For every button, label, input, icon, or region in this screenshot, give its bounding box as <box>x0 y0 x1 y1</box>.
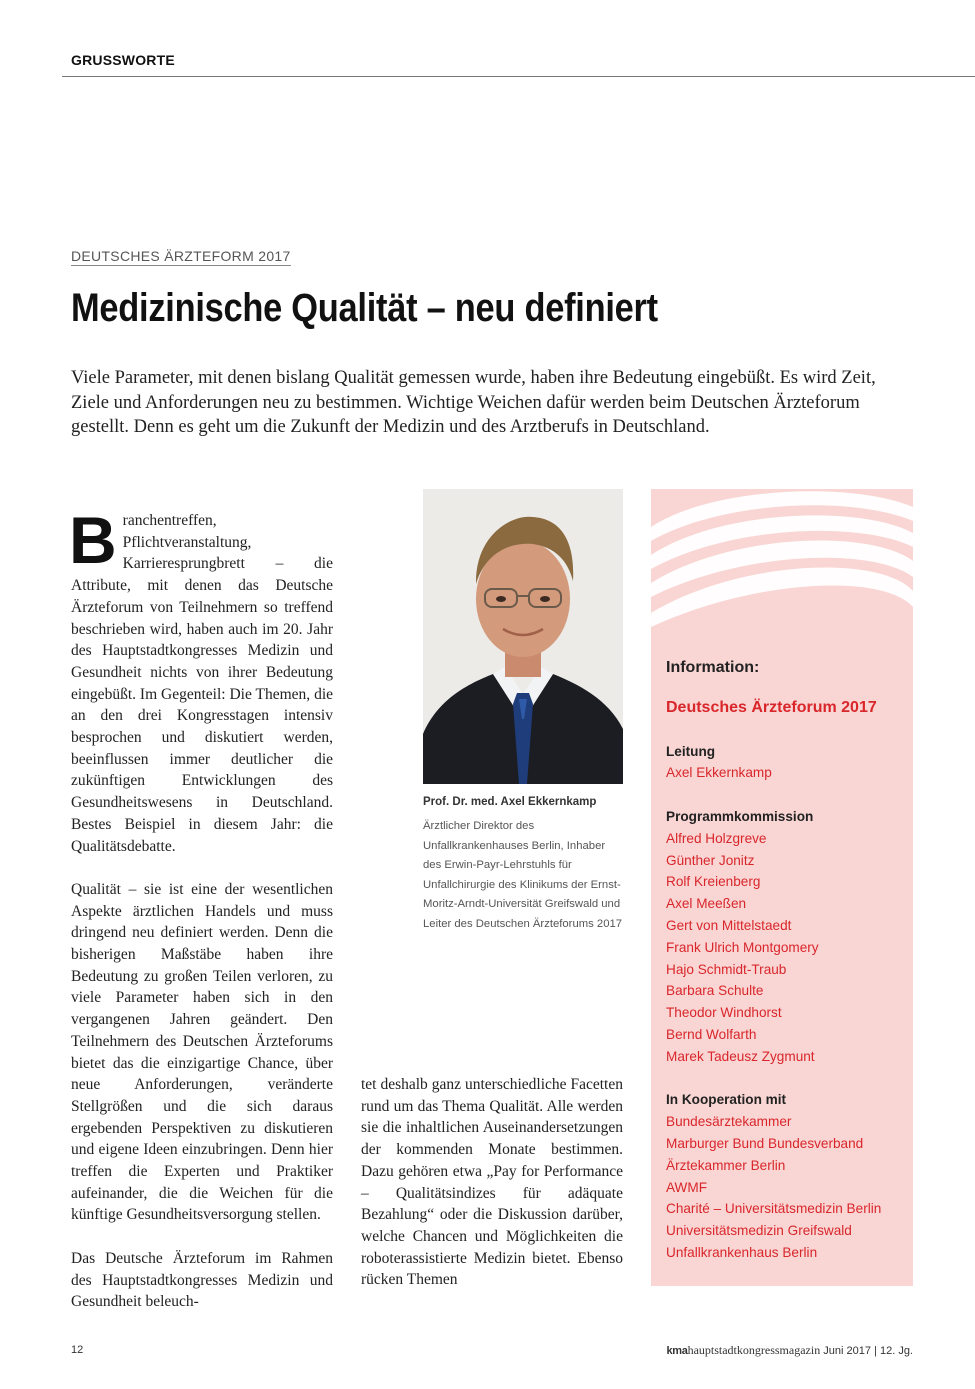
info-group-heading: Leitung <box>666 743 716 759</box>
info-group-item: Bernd Wolfarth <box>666 1026 757 1042</box>
article-column-1 <box>69 503 333 1335</box>
info-box-title: Information: <box>666 659 760 676</box>
article-kicker: DEUTSCHES ÄRZTEFORM 2017 <box>71 248 291 264</box>
footer-separator: | <box>874 1345 877 1357</box>
info-group-item: Alfred Holzgreve <box>666 830 767 846</box>
footer-brand-name: hauptstadtkongressmagazin <box>687 1343 821 1357</box>
paragraph-4: tet deshalb ganz unterschiedliche Facetten rund um das Thema Qualität. Alle werden sie die inhaltlichen Auseinandersetzungen der kommenden Monate bestimmen. Dazu gehören etwa „Pay for Performance – Qualitätsindizes für adäquate Bezahlung“ oder die Diskussion darüber, welche Chancen und Möglichkeiten die roboterassistierte Medizin bietet. Ebenso rücken Themen <box>361 1076 623 1289</box>
paragraph-1 <box>69 503 333 857</box>
info-group-item: Rolf Kreienberg <box>666 874 761 890</box>
photo-caption-text: Ärztlicher Direktor des Unfallkrankenhauses Berlin, Inhaber des Erwin-Payr-Lehrstuhls für Unfallchirurgie des Klinikums der Ernst-Moritz-Arndt-Universität Greifswald und Leiter des Deutschen Ärzteforums 2017 <box>423 820 623 930</box>
info-group-item: Barbara Schulte <box>666 983 764 999</box>
article-lead: Viele Parameter, mit denen bislang Qualität gemessen wurde, haben ihre Bedeutung eingebüßt. Es wird Zeit, Ziele und Anforderungen neu zu bestimmen. Wichtige Weichen dafür werden beim Deutschen Ärzteforum gestellt. Denn es geht um die Zukunft der Medizin und des Arztberufs in Deutschland. <box>71 368 876 437</box>
section-label: GRUSSWORTE <box>71 52 175 68</box>
drop-cap: B <box>69 503 117 577</box>
paragraph-1-text: ranchentreffen, Pflichtveranstaltung, Karrieresprungbrett – die Attribute, mit denen das Deutsche Ärzteforum von Teilnehmern so treffend beschrieben wird, haben auch im 20. Jahr des Hauptstadtkongresses Medizin und Gesundheit nichts von ihrer Bedeutung eingebüßt. Im Gegenteil: Die Themen, die an den drei Kongresstagen intensiv besprochen und diskutiert werden, beeinflussen immer deutlicher die zukünftigen Entwicklungen des Gesundheitswesens in Deutschland. Bestes Beispiel in diesem Jahr: die Qualitätsdebatte. <box>71 512 333 855</box>
info-group-item: Ärztekammer Berlin <box>666 1157 786 1173</box>
info-group-item: Gert von Mittelstaedt <box>666 917 792 933</box>
page-number: 12 <box>71 1344 84 1356</box>
info-box <box>651 489 913 1286</box>
info-group-item: Universitätsmedizin Greifswald <box>666 1223 852 1239</box>
info-group-item: Marburger Bund Bundesverband <box>666 1135 864 1151</box>
header-rule <box>62 76 975 77</box>
info-group <box>666 806 906 1068</box>
info-group-item: AWMF <box>666 1179 708 1195</box>
info-box-groups <box>666 741 906 1264</box>
info-box-content <box>666 657 906 1286</box>
info-group <box>666 1089 906 1263</box>
article-headline: Medizinische Qualität – neu definiert <box>71 286 658 330</box>
info-group-item: Unfallkrankenhaus Berlin <box>666 1244 818 1260</box>
portrait-photo <box>423 489 623 784</box>
info-group-item: Günther Jonitz <box>666 852 755 868</box>
paragraph-3: Das Deutsche Ärzteforum im Rahmen des Hauptstadtkongresses Medizin und Gesundheit beleuch- <box>71 1249 333 1311</box>
info-group-item: Marek Tadeusz Zygmunt <box>666 1048 815 1064</box>
info-box-arc-graphic <box>651 489 913 639</box>
info-group-item: Axel Meeßen <box>666 896 747 912</box>
info-group-item: Hajo Schmidt-Traub <box>666 961 787 977</box>
info-group <box>666 741 906 785</box>
paragraph-2: Qualität – sie ist eine der wesentlichen Aspekte ärztlichen Handels und muss dringend neu definiert werden. Denn die bisherigen Maßstäbe haben ihre Bedeutung zu großen Teilen verloren, zu viele Parameter haben sich in den vergangenen Jahren geändert. Den Teilnehmern des Deutschen Ärzteforums bietet das die einzigartige Chance, über neue Anforderungen, veränderte Stellgrößen und die sich daraus ergebenden Perspektiven zu diskutieren und eigene Ideen einzubringen. Denn hier treffen die Experten und Praktiker aufeinander, die die Weichen für die künftige Gesundheitsversorgung stellen. <box>71 880 333 1224</box>
article-column-2 <box>361 1074 623 1313</box>
portrait-illustration <box>423 489 623 784</box>
info-group-heading: Programmkommission <box>666 808 814 824</box>
footer-publication <box>666 1343 913 1358</box>
info-group-item: Theodor Windhorst <box>666 1005 782 1021</box>
footer-volume: 12. Jg. <box>879 1345 913 1357</box>
info-group-item: Axel Ekkernkamp <box>666 765 772 781</box>
info-box-subtitle: Deutsches Ärzteforum 2017 <box>666 698 877 716</box>
info-group-heading: In Kooperation mit <box>666 1092 787 1108</box>
info-group-item: Bundesärztekammer <box>666 1114 792 1130</box>
info-group-item: Charité – Universitätsmedizin Berlin <box>666 1201 882 1217</box>
photo-caption-name: Prof. Dr. med. Axel Ekkernkamp <box>423 796 597 808</box>
info-group-item: Frank Ulrich Montgomery <box>666 939 819 955</box>
footer-brand-kma: kma <box>666 1345 688 1357</box>
footer-issue: Juni 2017 <box>823 1345 871 1357</box>
